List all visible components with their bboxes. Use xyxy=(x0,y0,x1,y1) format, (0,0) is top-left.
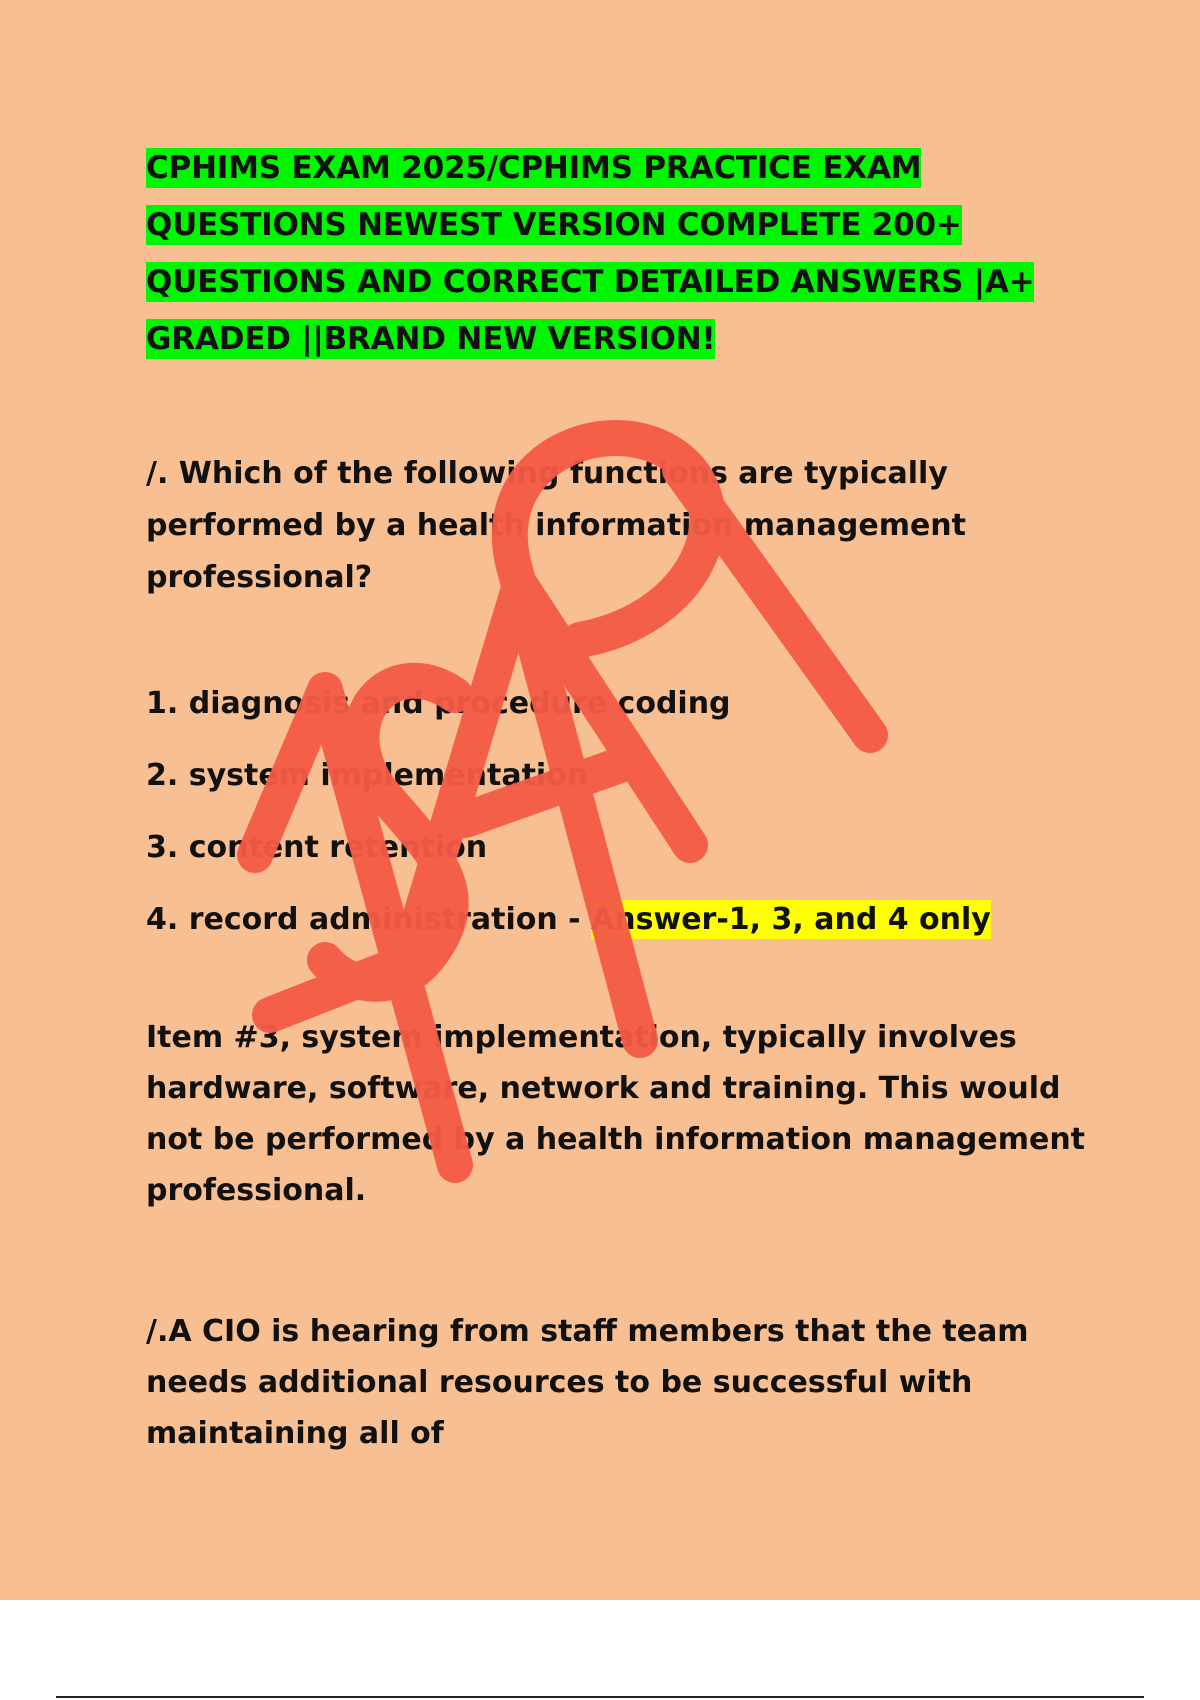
footer-rule xyxy=(56,1696,1144,1698)
option-1: 1. diagnosis and procedure coding xyxy=(146,686,731,721)
option-4 xyxy=(146,900,1086,940)
answer-highlight: Answer-1, 3, and 4 only xyxy=(591,902,991,937)
question-2-text: /.A CIO is hearing from staff members that the team needs additional resources to be successful with maintaining all of xyxy=(146,1314,1029,1451)
option-4-label: 4. record administration - xyxy=(146,902,592,937)
question-1-text: /. Which of the following functions are typically performed by a health information management professional? xyxy=(146,456,967,595)
question-1-explanation: Item #3, system implementation, typically involves hardware, software, network and training. This would not be performed by a health information management professional. xyxy=(146,1020,1086,1208)
title-line: QUESTIONS AND CORRECT DETAILED ANSWERS |A+ xyxy=(146,264,1035,300)
option-2: 2. system implementation xyxy=(146,758,589,793)
title-line: QUESTIONS NEWEST VERSION COMPLETE 200+ xyxy=(146,207,962,243)
document-content xyxy=(146,140,1086,1459)
question-1-options xyxy=(146,684,1086,940)
title-line: GRADED ||BRAND NEW VERSION! xyxy=(146,321,716,357)
document-title xyxy=(146,140,1086,368)
option-3: 3. content retention xyxy=(146,830,488,865)
title-line: CPHIMS EXAM 2025/CPHIMS PRACTICE EXAM xyxy=(146,150,922,186)
